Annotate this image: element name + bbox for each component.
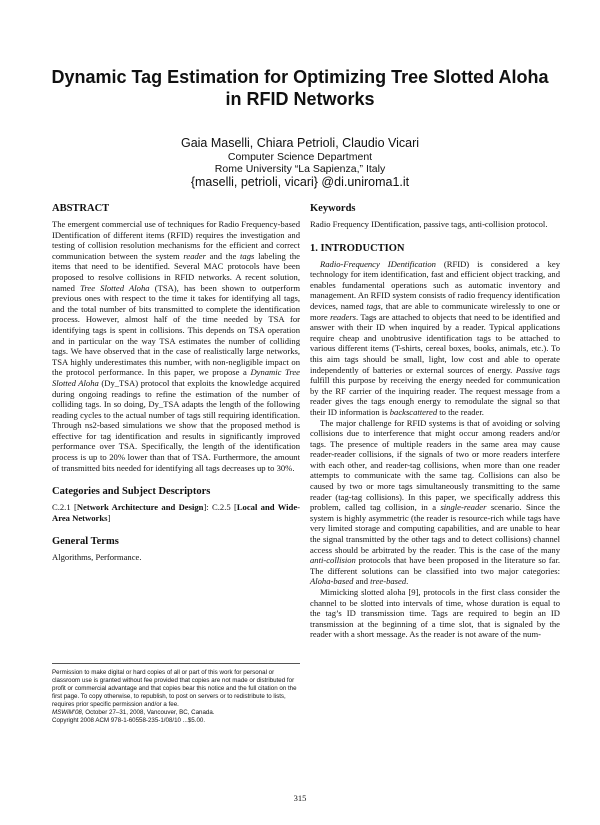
intro-paragraph-3: Mimicking slotted aloha [9], protocols in the first class consider the channel to be slotted into intervals of time, whose duration is equal to the tag’s ID transmission time. Tags are required to begin an ID transmission at the beginning of a time slot, that is signaled by the reader with a short message. As the reader is not aware of the num- — [310, 587, 560, 640]
abstract-text-part: The emergent commercial use of techniques for Radio Frequency-based IDentification of different items (RFID) requires the investigation and testing of collision resolution mechanisms for the efficient and correct communication between the system — [52, 219, 300, 261]
abstract-heading: ABSTRACT — [52, 203, 110, 214]
intro-text-part: (RFID) is considered a key technology for item identification, fast and efficient object tracking, and enables fundamental operations such as automatic inventory and management. An RFID system consists of radio frequency identification devices, named — [310, 258, 560, 311]
keywords-heading: Keywords — [310, 203, 356, 214]
introduction-heading: 1. INTRODUCTION — [310, 242, 405, 254]
intro-text-part: tags — [366, 300, 381, 311]
abstract-text-part: and the — [205, 250, 241, 261]
categories-text-part: ] — [107, 512, 111, 523]
copyright-line: Copyright 2008 ACM 978-1-60558-235-1/08/10 ...$5.00. — [52, 717, 206, 724]
intro-text-part: Passive tags — [515, 364, 560, 375]
abstract-text-part: (TSA), has been shown to outperform previous ones with respect to the time it takes for identifying all tags, and the total number of bits transmitted to complete the identification process. However, almost half of the time needed by TSA for identifying tags is spent in collisions. This depends on TSA operation and in particular on the way TSA estimates the number of colliding tags. We have observed that in the case of realistically large networks, TSA highly underestimates this number, with non-negligible impact on the protocol performance. In this paper, we propose a — [52, 282, 301, 378]
paper-title — [40, 66, 560, 110]
general-terms-heading: General Terms — [52, 536, 119, 548]
abstract-text-part: Dynamic Tree Slotted Aloha — [52, 367, 300, 388]
categories-heading: Categories and Subject Descriptors — [52, 486, 211, 498]
title-line-2: in RFID Networks — [225, 89, 375, 109]
categories-text-part: Network Architecture and Design — [76, 502, 204, 513]
intro-text-part: and — [353, 576, 371, 587]
intro-text-part: Radio-Frequency IDentification — [320, 258, 436, 269]
intro-text-part: . Tags are attached to objects that need to be identified and answer with their ID when inquired by a reader. Typical applications require cheap and unobtrusive identification tags to be attached to various different items (T-shirts, cereal boxes, books, animals, etc.). To this aim tags should be small, light, low cost and able to operate independently of batteries or external sources of energy. — [310, 311, 560, 375]
abstract-text — [52, 219, 300, 473]
intro-text-part: tree-based — [370, 576, 407, 587]
left-column — [52, 202, 300, 563]
keywords-text: Radio Frequency IDentification, passive tags, anti-collision protocol. — [310, 219, 548, 229]
intro-paragraph-1 — [310, 259, 560, 418]
abstract-text-part: labeling the items that need to be identified. Several MAC protocols have been proposed to resolve collisions in RFID networks. A recent solution, named — [52, 250, 300, 293]
page-number: 315 — [293, 793, 307, 803]
intro-text-part: protocols that have been proposed in the literature so far. The different solutions can be classified into two major categories: — [310, 555, 560, 576]
general-terms-text: Algorithms, Performance. — [52, 552, 142, 563]
intro-text-part: readers — [330, 311, 357, 322]
abstract-text-part: reader — [183, 250, 206, 261]
permission-text: Permission to make digital or hard copies of all or part of this work for personal or classroom use is granted without fee provided that copies are not made or distributed for profit or commercial advantage and that copies bear this notice and the full citation on the first page. To copy otherwise, to republish, to post on servers or to redistribute to lists, requires prior specific permission and/or a fee. — [52, 669, 297, 708]
venue-details: October 27–31, 2008, Vancouver, BC, Canada. — [83, 709, 215, 716]
author-email: {maselli, petrioli, vicari} @di.uniroma1.it — [190, 175, 410, 189]
abstract-text-part: Tree Slotted Aloha — [80, 282, 150, 293]
affiliation-department: Computer Science Department — [227, 151, 373, 163]
venue-name: MSWiM’08, — [52, 709, 84, 716]
categories-text-part: Local and Wide-Area Networks — [52, 502, 300, 523]
abstract-text-part: (Dy_TSA) protocol that exploits the knowledge acquired during ongoing readings to refine the estimation of the number of colliding tags. In so doing, Dy_TSA adapts the length of the following reading cycles to the actual number of tags still requiring identification. Through ns2-based simulations we show that the proposed method is effective for tag identification and results in significantly improved performance over TSA. Specifically, the length of the identification process is up to 20% lower than that of TSA. Furthermore, the amount of transmitted bits needed for identifying all tags decreases up to 30%. — [52, 377, 301, 473]
intro-text-part: scenario. Since the system is highly asymmetric (the reader is resource-rich while tags have very limited storage and computing capabilities, and are unable to hear the signal transmitted by the other tags and to detect collisions) channel access should be arbitrated by the reader. This is the case of the many — [310, 502, 560, 555]
intro-text-part: Aloha-based — [310, 576, 354, 587]
intro-text-part: . — [406, 576, 409, 587]
abstract-text-part: tags — [240, 250, 255, 261]
intro-paragraph-2 — [310, 418, 560, 588]
footnote-rule — [52, 663, 300, 664]
title-line-1: Dynamic Tag Estimation for Optimizing Tree Slotted Aloha — [51, 67, 549, 87]
intro-text-part: backscattered — [389, 406, 438, 417]
intro-text-part: single-reader — [440, 502, 487, 513]
categories-text-part: C.2.1 [ — [52, 502, 77, 513]
intro-text-part: The major challenge for RFID systems is that of avoiding or solving collisions due to interference that might occur among readers and/or tags. The presence of multiple readers in the same area may cause reader-reader collisions, if the signals of two or more readers interfere with each other, and reader-tag collisions, when more than one reader attempts to communicate with the same tag. Collisions can also be caused by two or more tags simultaneously transmitting to the same reader (tag-tag collisions). In this paper, we specifically address this problem, called tag collision, in a — [310, 417, 560, 513]
intro-text-part: anti-collision — [310, 555, 356, 566]
categories-text — [52, 502, 300, 523]
author-names: Gaia Maselli, Chiara Petrioli, Claudio Vicari — [180, 136, 420, 150]
copyright-notice — [52, 663, 300, 725]
affiliation-university: Rome University “La Sapienza,” Italy — [214, 163, 386, 175]
author-block — [60, 127, 540, 190]
intro-text-part: , that are able to communicate wirelessly to one or more — [310, 300, 560, 322]
venue-line — [52, 709, 300, 717]
categories-text-part: ]: C.2.5 [ — [203, 502, 237, 513]
intro-text-part: fulfill this purpose by receiving the energy needed for communication by the RF carrier of the inquiring reader. The request message from a reader gives the tags enough energy to remodulate the signal so that their ID information is — [310, 375, 560, 417]
intro-text-part: to the reader. — [437, 406, 484, 417]
right-column — [310, 202, 560, 640]
